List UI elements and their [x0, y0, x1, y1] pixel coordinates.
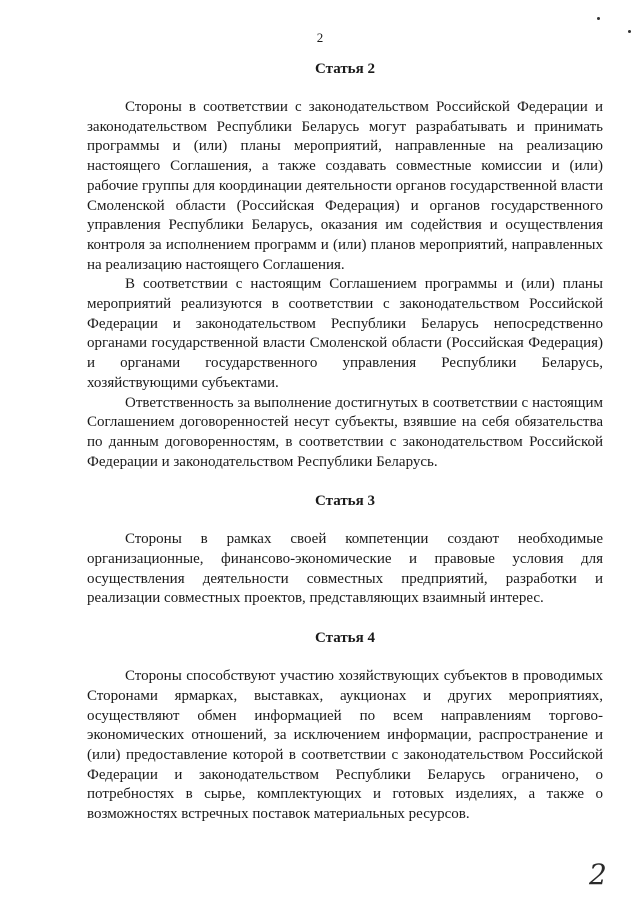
- article-2: [87, 60, 603, 472]
- article-title: Статья 3: [315, 493, 375, 510]
- article-3: [87, 492, 603, 609]
- article-title: Статья 2: [315, 61, 375, 77]
- article-4: [87, 629, 603, 825]
- handwritten-page-mark: 2: [589, 858, 607, 891]
- paragraph: Стороны в соответствии с законодательством Российской Федерации и законодательством Республики Беларусь могут разрабатывать и принимать программы и (или) планы мероприятий, направленные на реализацию настоящего Соглашения, а также создавать совместные комиссии и (или) рабочие группы для координации деятельности органов государственной власти Смоленской области (Российская Федерация) и органов государственного управления Республики Беларусь, оказания им содействия и осуществления контроля за исполнением программ и (или) планов мероприятий, направленных на реализацию настоящего Соглашения.: [87, 99, 603, 273]
- paragraph: Ответственность за выполнение достигнутых в соответствии с настоящим Соглашением договоренностей несут субъекты, взявшие на себя обязательства по данным договоренностям, в соответствии с законодательством Российской Федерации и законодательством Республики Беларусь.: [87, 394, 603, 470]
- paragraph: Стороны способствуют участию хозяйствующих субъектов в проводимых Сторонами ярмарках, выставках, аукционах и других мероприятиях, осуществляют обмен информацией по всем направлениям торгово-экономических отношений, за исключением информации, распространение и (или) предоставление которой в соответствии с законодательством Российской Федерации и законодательством Республики Беларусь ограничено, о потребностях в сырье, комплектующих и готовых изделиях, а также о возможностях встречных поставок материальных ресурсов.: [87, 668, 603, 823]
- paragraph: Стороны в рамках своей компетенции создают необходимые организационные, финансово-экономические и правовые условия для осуществления деятельности совместных предприятий, разработки и реализации совместных проектов, представляющих взаимный интерес.: [87, 531, 603, 607]
- paragraph: В соответствии с настоящим Соглашением программы и (или) планы мероприятий реализуются в соответствии с законодательством Российской Федерации и законодательством Республики Беларусь непосредственно органами государственной власти Смоленской области (Российская Федерация) и органами государственного управления Республики Беларусь, хозяйствующими субъектами.: [87, 276, 603, 391]
- scan-speck: [597, 17, 600, 20]
- page-number: 2: [316, 30, 324, 45]
- document-body: [87, 60, 603, 845]
- article-title: Статья 4: [315, 630, 375, 647]
